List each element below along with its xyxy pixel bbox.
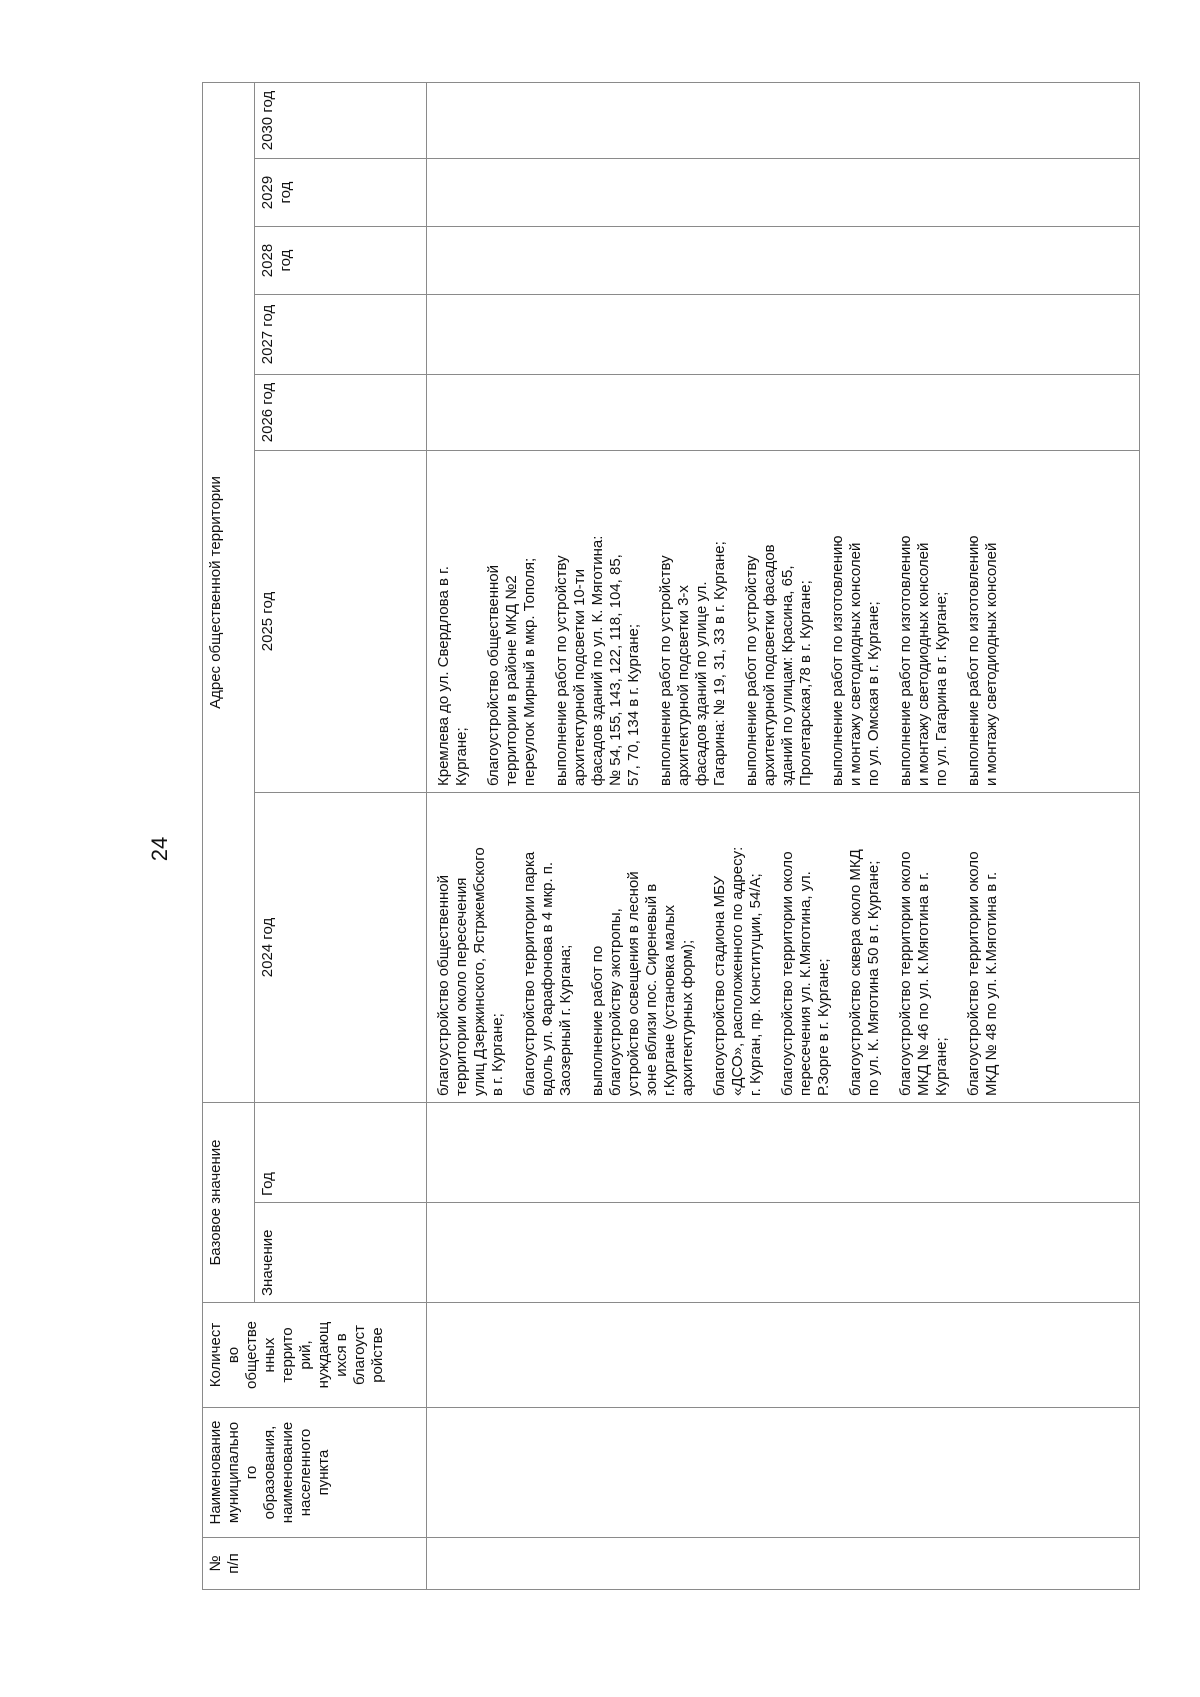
list-item [829, 457, 883, 786]
cell-count [427, 1303, 1140, 1408]
list-item-line: по ул. К. Мяготина 50 в г. Кургане; [865, 860, 882, 1096]
list-item-line: благоустройству экотропы, [607, 908, 624, 1096]
header-line: п/п [225, 1553, 242, 1574]
header-line: пункта [315, 1449, 332, 1496]
list-item-line: по ул. Гагарина в г. Кургане; [933, 591, 950, 786]
list-item-line: МКД № 48 по ул. К.Мяготина в г. [983, 871, 1000, 1096]
header-line: муниципально [225, 1421, 242, 1524]
list-item-line: пересечения ул. К.Мяготина, ул. [797, 871, 814, 1096]
list-item-line: № 54, 155, 143, 122, 118, 104, 85, [607, 554, 624, 786]
cell-2025 [427, 451, 1140, 793]
list-item-line: выполнение работ по изготовлению [897, 535, 914, 786]
header-year-2024: 2024 год [255, 793, 427, 1103]
header-line: ихся в [333, 1333, 350, 1377]
cell-base-value [427, 1203, 1140, 1303]
list-item-line: зоне вблизи пос. Сиреневый в [643, 883, 660, 1096]
header-line: наименование [279, 1421, 296, 1524]
list-item-line: Кургане; [933, 1037, 950, 1096]
header-value: Значение [255, 1203, 427, 1303]
list-item [965, 799, 1001, 1096]
list-item-line: фасадов зданий по улице ул. [693, 581, 710, 786]
list-item-line: благоустройство общественной [485, 564, 502, 786]
list-item [897, 457, 951, 786]
header-line: № [207, 1555, 224, 1572]
list-item-line: улиц Дзержинского, Ястржембского [471, 847, 488, 1096]
list-item-line: выполнение работ по устройству [743, 555, 760, 786]
page-number [140, 819, 180, 879]
header-line: нных [261, 1337, 278, 1373]
list-item-line: Кремлева до ул. Свердлова в г. [435, 566, 452, 786]
header-line: го [243, 1465, 260, 1480]
list-item-line: благоустройство территории около [965, 851, 982, 1096]
list-item [897, 799, 951, 1096]
header-year-2025: 2025 год [255, 451, 427, 793]
header-line: обществе [243, 1321, 260, 1389]
list-item [435, 457, 471, 786]
cell-2027 [427, 295, 1140, 375]
header-line: Наименование [207, 1420, 224, 1525]
header-line: образования, [261, 1425, 278, 1520]
header-year-2026: 2026 год [255, 375, 427, 451]
cell-2029 [427, 159, 1140, 227]
list-item-line: по ул. Омская в г. Кургане; [865, 601, 882, 786]
list-item-line: территории около пересечения [453, 877, 470, 1096]
list-item [435, 799, 507, 1096]
header-year: Год [255, 1103, 427, 1203]
cell-2028 [427, 227, 1140, 295]
rotated-table-container [202, 90, 1140, 1590]
list-item-line: архитектурной подсветки 3-х [675, 585, 692, 786]
list-item-line: выполнение работ по изготовлению [965, 535, 982, 786]
list-item-line: благоустройство стадиона МБУ [711, 875, 728, 1096]
list-item-line: благоустройство территории около [779, 851, 796, 1096]
list-item [711, 799, 765, 1096]
list-item-line: выполнение работ по устройству [657, 555, 674, 786]
list-item [657, 457, 729, 786]
list-item [965, 457, 1001, 786]
header-line: во [225, 1346, 242, 1364]
header-line: населенного [297, 1428, 314, 1517]
list-item-line: архитектурной подсветки 10-ти [571, 569, 588, 786]
list-item [485, 457, 539, 786]
header-line: террито [279, 1327, 296, 1383]
list-item-line: и монтажу светодиодных консолей [847, 542, 864, 786]
list-item-line: Гагарина: № 19, 31, 33 в г. Кургане; [711, 541, 728, 786]
cell-base-year [427, 1103, 1140, 1203]
address-table [202, 82, 1140, 1590]
list-item-line: благоустройство общественной [435, 874, 452, 1096]
list-item-line: фасадов зданий по ул. К. Мяготина: [589, 535, 606, 786]
list-item-line: выполнение работ по устройству [553, 555, 570, 786]
list-item [521, 799, 575, 1096]
header-base-value: Базовое значение [203, 1103, 255, 1303]
page-number-text: 24 [146, 836, 172, 862]
cell-2024 [427, 793, 1140, 1103]
list-item-line: г. Курган, пр. Конституции, 54/А; [747, 873, 764, 1096]
list-item-line: территории в районе МКД №2 [503, 575, 520, 786]
header-count [203, 1303, 427, 1408]
list-item-line: МКД № 46 по ул. К.Мяготина в г. [915, 871, 932, 1096]
list-item-line: и монтажу светодиодных консолей [983, 542, 1000, 786]
list-item-line: в г. Кургане; [489, 1013, 506, 1096]
cell-2026 [427, 375, 1140, 451]
list-item-line: благоустройство территории парка [521, 851, 538, 1096]
header-address: Адрес общественной территории [203, 82, 255, 1102]
cell-2030 [427, 82, 1140, 158]
list-item-line: вдоль ул. Фарафонова в 4 мкр. п. [539, 861, 556, 1096]
list-item [553, 457, 643, 786]
list-item-line: выполнение работ по изготовлению [829, 535, 846, 786]
list-item-line: Пролетарская,78 в г. Кургане; [797, 580, 814, 786]
list-item-line: выполнение работ по [589, 945, 606, 1096]
header-year-2028: 2028 год [255, 227, 427, 295]
list-item-line: переулок Мирный в мкр. Тополя; [521, 557, 538, 786]
list-item-line: «ДСО», расположенного по адресу: [729, 846, 746, 1096]
header-line: благоуст [351, 1324, 368, 1386]
list-item-line: г.Кургане (установка малых [661, 904, 678, 1096]
list-item [589, 799, 697, 1096]
header-row-1 [203, 82, 255, 1589]
list-item-line: и монтажу светодиодных консолей [915, 542, 932, 786]
list-item-line: Заозерный г. Кургана; [557, 944, 574, 1096]
list-item-line: зданий по улицам: Красина, 65, [779, 565, 796, 786]
list-item [847, 799, 883, 1096]
cell-municipality [427, 1408, 1140, 1538]
header-year-2027: 2027 год [255, 295, 427, 375]
list-item-line: Кургане; [453, 727, 470, 786]
header-year-2030: 2030 год [255, 82, 427, 158]
cell-num [427, 1538, 1140, 1590]
list-item [743, 457, 815, 786]
header-year-2029: 2029 год [255, 159, 427, 227]
list-item-line: 57, 70, 134 в г. Кургане; [625, 623, 642, 786]
table-row [427, 82, 1140, 1589]
list-item-line: архитектурных форм); [679, 939, 696, 1096]
list-item-line: устройство освещения в лесной [625, 871, 642, 1096]
list-item-line: благоустройство территории около [897, 851, 914, 1096]
list-item [779, 799, 833, 1096]
list-item-line: благоустройство сквера около МКД [847, 849, 864, 1096]
header-municipality [203, 1408, 427, 1538]
header-line: ройстве [369, 1327, 386, 1383]
header-num [203, 1538, 427, 1590]
list-item-line: Р.Зорге в г. Кургане; [815, 958, 832, 1096]
header-line: Количест [207, 1322, 224, 1388]
list-item-line: архитектурной подсветки фасадов [761, 544, 778, 786]
header-line: нуждающ [315, 1321, 332, 1389]
header-line: рий, [297, 1340, 314, 1370]
